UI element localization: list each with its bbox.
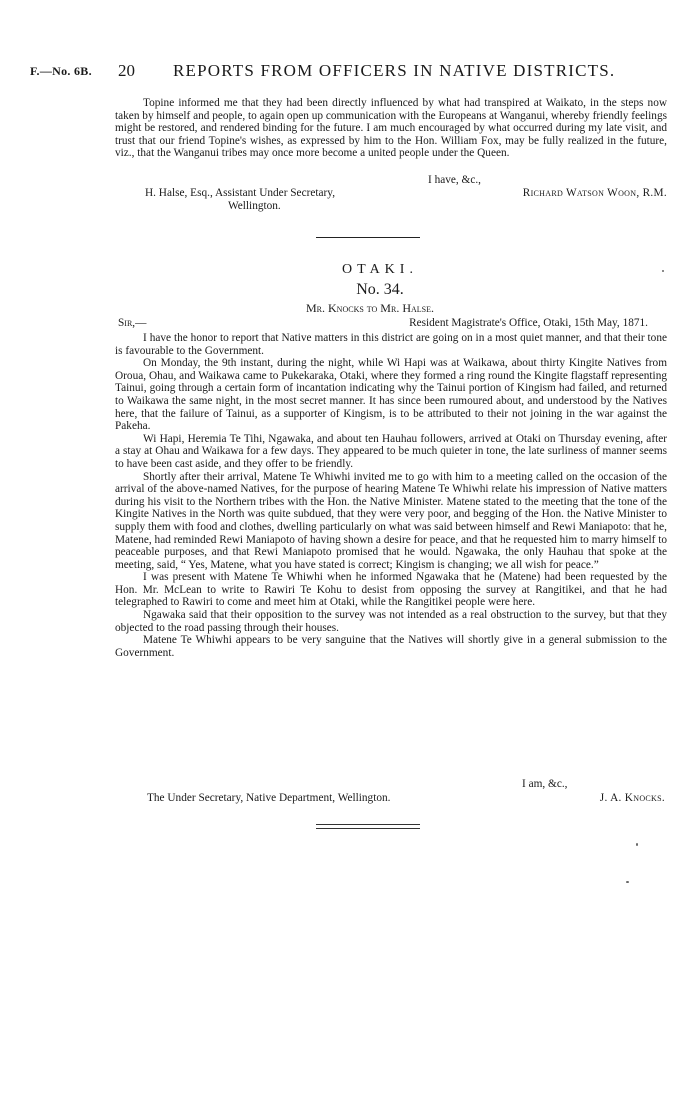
intro-paragraph: Topine informed me that they had been directly influenced by what had transpired at Waikato, in the steps now taken by himself and people, to again open up communication with the Europeans at Wanganui, whereby friendly feelings might be restored, and rendered binding for the future. I am much encouraged by what occurred during my late visit, and trust that our friend Topine's wishes, as expressed by him to the Hon. William Fox, may be fully realized in the future, viz., that the Wanganui tribes may once more become a united people under the Queen. (115, 97, 667, 160)
closing-one-signature: Richard Watson Woon, R.M. (522, 187, 667, 199)
letter-paragraph: Matene Te Whiwhi appears to be very sanguine that the Natives will shortly give in a general submission to the Government. (115, 634, 667, 659)
intro-block (115, 97, 667, 160)
letter-paragraph: I have the honor to report that Native matters in this district are going on in a most quiet manner, and that their tone is favourable to the Government. (115, 332, 667, 357)
end-rule-top (316, 824, 420, 825)
section-place-heading: OTAKI. (342, 262, 418, 277)
page-number: 20 (118, 61, 135, 80)
letter-salutation: Sir,— (118, 317, 147, 329)
section-divider-rule (316, 237, 420, 238)
letter-paragraph: On Monday, the 9th instant, during the night, while Wi Hapi was at Waikawa, about thirty Kingite Natives from Oroua, Ohau, and Waikawa came to Pukekaraka, Otaki, where they formed a ring round the Kingite flagstaff representing Tainui, going through a certain form of incantation indicating why the Tainui portion of Kingism had failed, and returned to Waikawa the same night, in the most secret manner. It has since been rumoured about, and understood by the Natives here, that the failure of Tainui, as a supporter of Kingism, is to be attributed to their not joining in the war against the Pakeha. (115, 357, 667, 433)
page-header (30, 62, 670, 84)
letter-paragraph: Shortly after their arrival, Matene Te Whiwhi invited me to go with him to a meeting called on the occasion of the arrival of the above-named Natives, for the purpose of hearing Matene Te Whiwhi relate his impression of Native matters during his visit to the Northern tribes with the Hon. the Native Minister. Matene stated to the meeting that the tone of the Kingite Natives in the North was quite subdued, that they were very poor, and begging of the Hon. the Native Minister to supply them with food and clothes, dwelling particularly on what was said between himself and Rewi Maniapoto: that he, Matene, had reminded Rewi Maniapoto of having shown a desire for peace, and that he requested him to marry himself to peaceable purposes, and that Rewi Maniapoto promised that he would. Ngawaka, the only Hauhau that spoke at the meeting, said, “ Yes, Matene, what you have stated is correct; Kingism is changing; we all wish for peace.” (115, 470, 667, 571)
closing-one-formula: I have, &c., (428, 174, 482, 186)
speck-mark (662, 270, 664, 272)
letter-paragraph: Wi Hapi, Heremia Te Tihi, Ngawaka, and about ten Hauhau followers, arrived at Otaki on Thursday evening, after a stay at Ohau and Waikawa for a few days. They appeared to be much quieter in tone, the late surliness of manner seems to have been cast aside, and they offer to be friendly. (115, 432, 667, 470)
letter-number: No. 34. (356, 281, 404, 298)
end-rule-bottom (316, 828, 420, 829)
closing-two-signature: J. A. Knocks. (599, 792, 665, 804)
letter-paragraph: I was present with Matene Te Whiwhi when he informed Ngawaka that he (Matene) had been requested by the Hon. Mr. McLean to write to Rawiri Te Kohu to desist from opposing the survey at Rangitikei, and that he had telegraphed to Rawiri to come and meet him at Otaki, while the Rangitikei people were here. (115, 571, 667, 609)
closing-two-formula: I am, &c., (522, 778, 568, 790)
running-title: REPORTS FROM OFFICERS IN NATIVE DISTRICTS. (173, 61, 616, 80)
paper-reference: F.—No. 6B. (30, 64, 92, 78)
letter-paragraph: Ngawaka said that their opposition to the survey was not intended as a real obstruction to the survey, but that they objected to the road passing through their houses. (115, 609, 667, 634)
closing-one-city: Wellington. (228, 200, 281, 212)
speck-mark (626, 881, 629, 883)
letter-body (115, 332, 667, 659)
closing-two-addressee: The Under Secretary, Native Department, Wellington. (147, 792, 391, 804)
closing-one-addressee: H. Halse, Esq., Assistant Under Secretary, (145, 187, 336, 199)
letter-dateline: Resident Magistrate's Office, Otaki, 15th May, 1871. (409, 317, 648, 329)
closing-two (115, 778, 667, 808)
closing-one (115, 174, 667, 214)
speck-mark (636, 843, 638, 846)
letter-correspondents: Mr. Knocks to Mr. Halse. (306, 301, 434, 315)
